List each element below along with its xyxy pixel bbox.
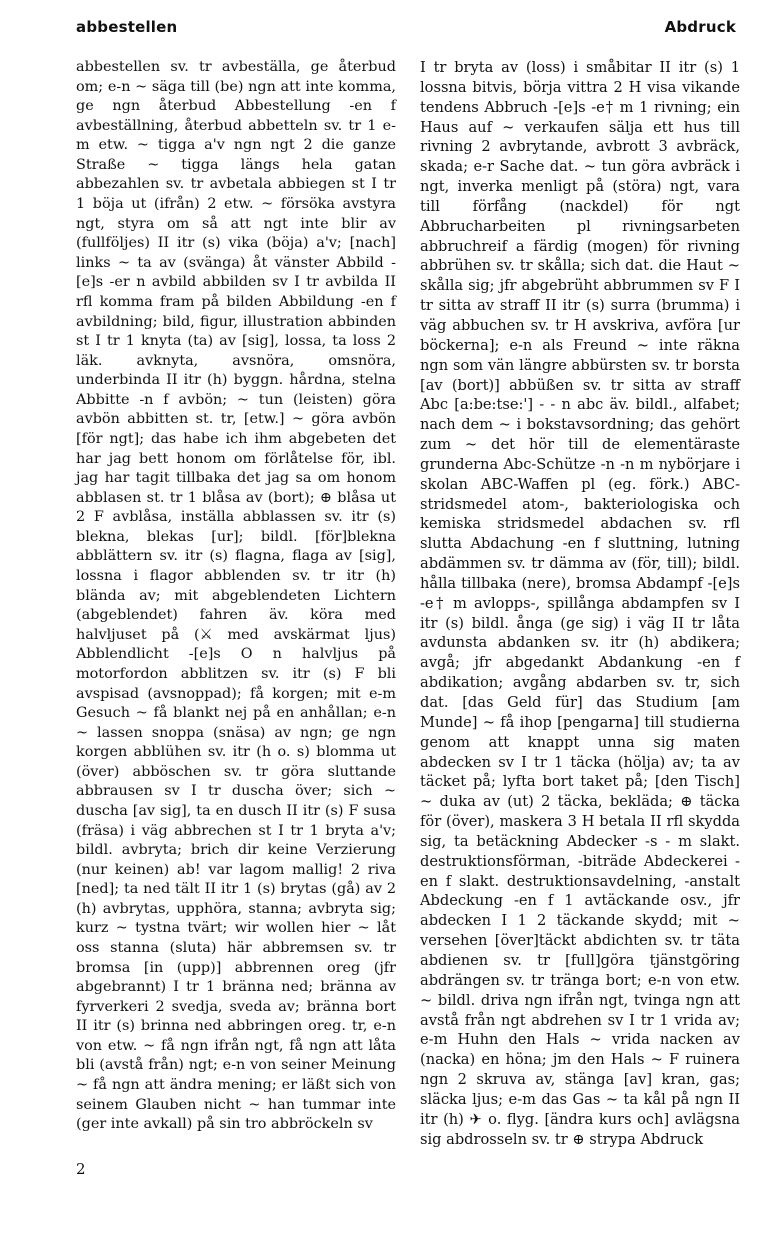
left-guide-word: abbestellen — [76, 18, 178, 36]
left-column — [76, 58, 396, 1135]
right-column — [420, 58, 740, 1149]
right-guide-word: Abdruck — [664, 18, 736, 36]
left-column-text: abbestellen sv. tr avbeställa, ge återbud om; e-n ~ säga till (be) ngn att inte komma, ge ngn återbud Abbestellung -en f avbeställning, återbud abbetteln sv. tr 1 e-m etw. ~ tigga a'v ngn ngt 2 die ganze Straße ~ tigga längs hela gatan abbezahlen sv. tr avbetala abbiegen st I tr 1 böja ut (ifrån) 2 etw. ~ försöka avstyra ngt, styra om så att ngt inte blir av (fullföljes) II itr (s) vika (böja) a'v; [nach] links ~ ta av (svänga) åt vänster Abbild -[e]s -er n avbild abbilden sv I tr avbilda II rfl komma fram på bilden Abbildung -en f avbildning; bild, figur, illustration abbinden st I tr 1 knyta (ta) av [sig], lossa, ta loss 2 läk. avknyta, avsnöra, omsnöra, underbinda II itr (h) byggn. hårdna, stelna Abbitte -n f avbön; ~ tun (leisten) göra avbön abbitten st. tr, [etw.] ~ göra avbön [för ngt]; das habe ich ihm abgebeten det har jag bett honom om förlåtelse för, ibl. jag har tagit tillbaka det jag sa om honom abblasen st. tr 1 blåsa av (bort); ⊕ blåsa ut 2 F avblåsa, inställa abblassen sv. itr (s) blekna, blekas [ur]; bildl. [för]blekna abblättern sv. itr (s) flagna, flaga av [sig], lossna i flagor abblenden sv. tr itr (h) blända av; mit abgeblendeten Lichtern (abgeblendet) fahren äv. köra med halvljuset på (⚔ med avskärmat ljus) Abblendlicht -[e]s O n halvljus på motorfordon abblitzen sv. itr (s) F bli avspisad (avsnoppad); få korgen; mit e-m Gesuch ~ få blankt nej på en anhållan; e-n ~ lassen snoppa (snäsa) av ngn; ge ngn korgen abblühen sv. itr (h o. s) blomma ut (över) abböschen sv. tr göra sluttande abbrausen sv I tr duscha över; sich ~ duscha [av sig], ta en dusch II itr (s) F susa (fräsa) i väg abbrechen st I tr 1 bryta a'v; bildl. avbryta; brich dir keine Verzierung (nur keinen) ab! var lagom mallig! 2 riva [ned]; ta ned tält II itr 1 (s) brytas (gå) av 2 (h) avbrytas, upphöra, stanna; avbryta sig; kurz ~ tystna tvärt; wir wollen hier ~ låt oss stanna (sluta) här abbremsen sv. tr bromsa [in (upp)] abbrennen oreg (jfr abgebrannt) I tr 1 bränna ned; bränna av fyrverkeri 2 svedja, sveda av; bränna bort II itr (s) brinna ned abbringen oreg. tr, e-n von etw. ~ få ngn ifrån ngt, få ngn att låta bli (avstå från) ngt; e-n von seiner Meinung ~ få ngn att ändra mening; er läßt sich von seinem Glauben nicht ~ han tummar inte (ger inte avkall) på sin tro abbröckeln sv — [76, 59, 396, 1133]
right-column-text: I tr bryta av (loss) i småbitar II itr (s) 1 lossna bitvis, börja vittra 2 H visa vikande tendens Abbruch -[e]s -e† m 1 rivning; ein Haus auf ~ verkaufen sälja ett hus till rivning 2 avbrytande, avbrott 3 avbräck, skada; e-r Sache dat. ~ tun göra avbräck i ngt, inverka menligt på (störa) ngt, vara till förfång (nackdel) för ngt Abbrucharbeiten pl rivningsarbeten abbruchreif a färdig (mogen) för rivning abbrühen sv. tr skålla; sich dat. die Haut ~ skålla sig; jfr abgebrüht abbrummen sv F I tr sitta av straff II itr (s) surra (brumma) i väg abbuchen sv. tr H avskriva, avföra [ur böckerna]; e-n als Freund ~ inte räkna ngn som vän längre abbürsten sv. tr borsta [av (bort)] abbüßen sv. tr sitta av straff Abc [a:be:tse:'] - - n abc äv. bildl., alfabet; nach dem ~ i bokstavsordning; das gehört zum ~ det hör till de elementäraste grunderna Abc-Schütze -n -n m nybörjare i skolan ABC-Waffen pl (eg. förk.) ABC-stridsmedel atom-, bakteriologiska och kemiska stridsmedel abdachen sv. rfl slutta Abdachung -en f sluttning, lutning abdämmen sv. tr dämma av (för, till); bildl. hålla tillbaka (nere), bromsa Abdampf -[e]s -e† m avlopps-, spillånga abdampfen sv I itr (s) bildl. ånga (ge sig) i väg II tr låta avdunsta abdanken sv. itr (h) abdikera; avgå; jfr abgedankt Abdankung -en f abdikation; avgång abdarben sv. tr, sich dat. [das Geld für] das Studium [am Munde] ~ få ihop [pengarna] till studierna genom att knappt unna sig maten abdecken sv I tr 1 täcka (hölja) av; ta av täcket på; lyfta bort taket på; [den Tisch] ~ duka av (ut) 2 täcka, bekläda; ⊕ täcka för (över), maskera 3 H betala II rfl skydda sig, ta betäckning Abdecker -s - m slakt. destruktionsförman, -biträde Abdeckerei -en f slakt. destruktionsavdelning, -anstalt Abdeckung -en f 1 avtäckande osv., jfr abdecken I 1 2 täckande skydd; mit ~ versehen [över]täckt abdichten sv. tr täta abdienen sv. tr [full]göra tjänstgöring abdrängen sv. tr tränga bort; e-n von etw. ~ bildl. driva ngn ifrån ngt, tvinga ngn att avstå från ngt abdrehen sv I tr 1 vrida av; e-m Huhn den Hals ~ vrida nacken av (nacka) en höna; jm den Hals ~ F ruinera ngn 2 skruva av, stänga [av] kran, gas; släcka ljus; e-m das Gas ~ ta kål på ngn II itr (h) ✈ o. flyg. [ändra kurs och] avlägsna sig abdrosseln sv. tr ⊕ strypa Abdruck — [420, 59, 740, 1148]
page-number: 2 — [76, 1160, 86, 1178]
